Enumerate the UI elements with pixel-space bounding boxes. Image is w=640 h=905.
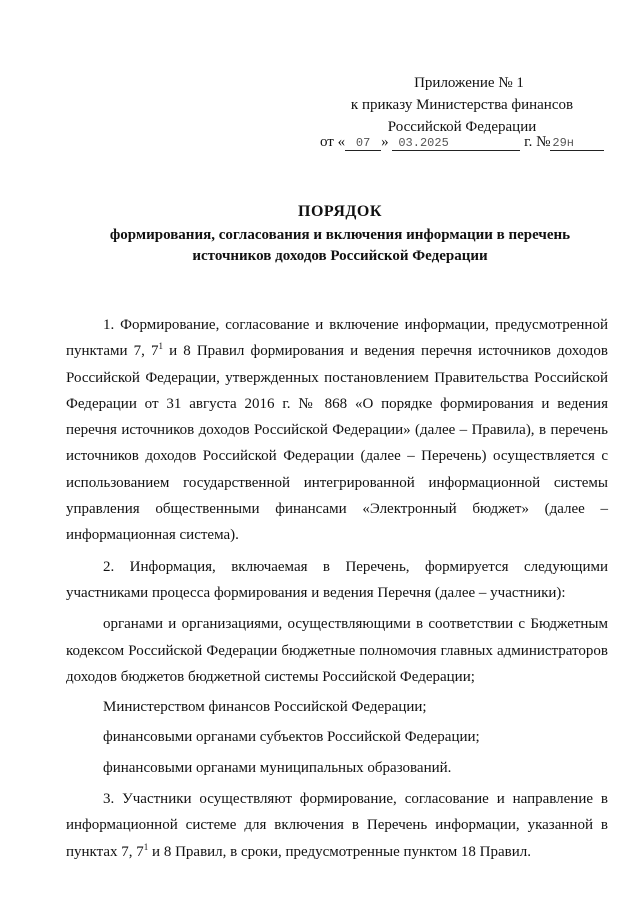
order-number: 29н (550, 136, 604, 151)
title-heading: ПОРЯДОК (298, 203, 382, 220)
list-item-2: Министерством финансов Российской Федерации; (103, 699, 427, 716)
document-body (66, 312, 608, 865)
title-line-1: формирования, согласования и включения информации в перечень (109, 227, 571, 243)
list-item-1: органами и организациями, осуществляющими в соответствии с Бюджетным кодексом Российской Федерации бюджетные полномочия главных администраторов доходов бюджетов бюджетной системы Российской Федерации; (66, 616, 608, 685)
order-date-line (320, 134, 604, 151)
document-title (80, 203, 600, 267)
number-prefix: г. № (524, 134, 551, 150)
appendix-header (300, 72, 620, 138)
date-prefix: от « (320, 134, 346, 150)
appendix-order-ref: к приказу Министерства финансов (350, 97, 574, 113)
order-day: 07 (345, 136, 381, 151)
paragraph-2: 2. Информация, включаемая в Перечень, формируется следующими участниками процесса формирования и ведения Перечня (далее – участники): (66, 558, 608, 601)
paragraph-1: 1. Формирование, согласование и включение информации, предусмотренной пунктами 7, $7^1$ и 8 Правил формирования и ведения перечня источников доходов Российской Федерации, утвержденных постановлением Правительства Российской Федерации от 31 августа 2016 г. № 868 «О порядке формирования и ведения перечня источников доходов Российской Федерации» (далее – Правила), в перечень источников доходов Российской Федерации (далее – Перечень) осуществляется с использованием государственной интегрированной информационной системы управления общественными финансами «Электронный бюджет» (далее – информационная система). (66, 317, 609, 544)
list-item-4: финансовыми органами муниципальных образований. (103, 759, 452, 776)
appendix-number: Приложение № 1 (414, 75, 524, 91)
order-month-year: 03.2025 (392, 136, 520, 151)
paragraph-3: 3. Участники осуществляют формирование, согласование и направление в информационной системе для включения в Перечень информации, указанной в пунктах 7, $7^1$ и 8 Правил, в сроки, предусмотренные пунктом 18 Правил. (66, 791, 608, 860)
appendix-org: Российской Федерации (387, 119, 537, 135)
title-line-2: источников доходов Российской Федерации (192, 248, 488, 264)
date-mid: » (381, 134, 389, 150)
list-item-3: финансовыми органами субъектов Российской Федерации; (103, 729, 480, 746)
